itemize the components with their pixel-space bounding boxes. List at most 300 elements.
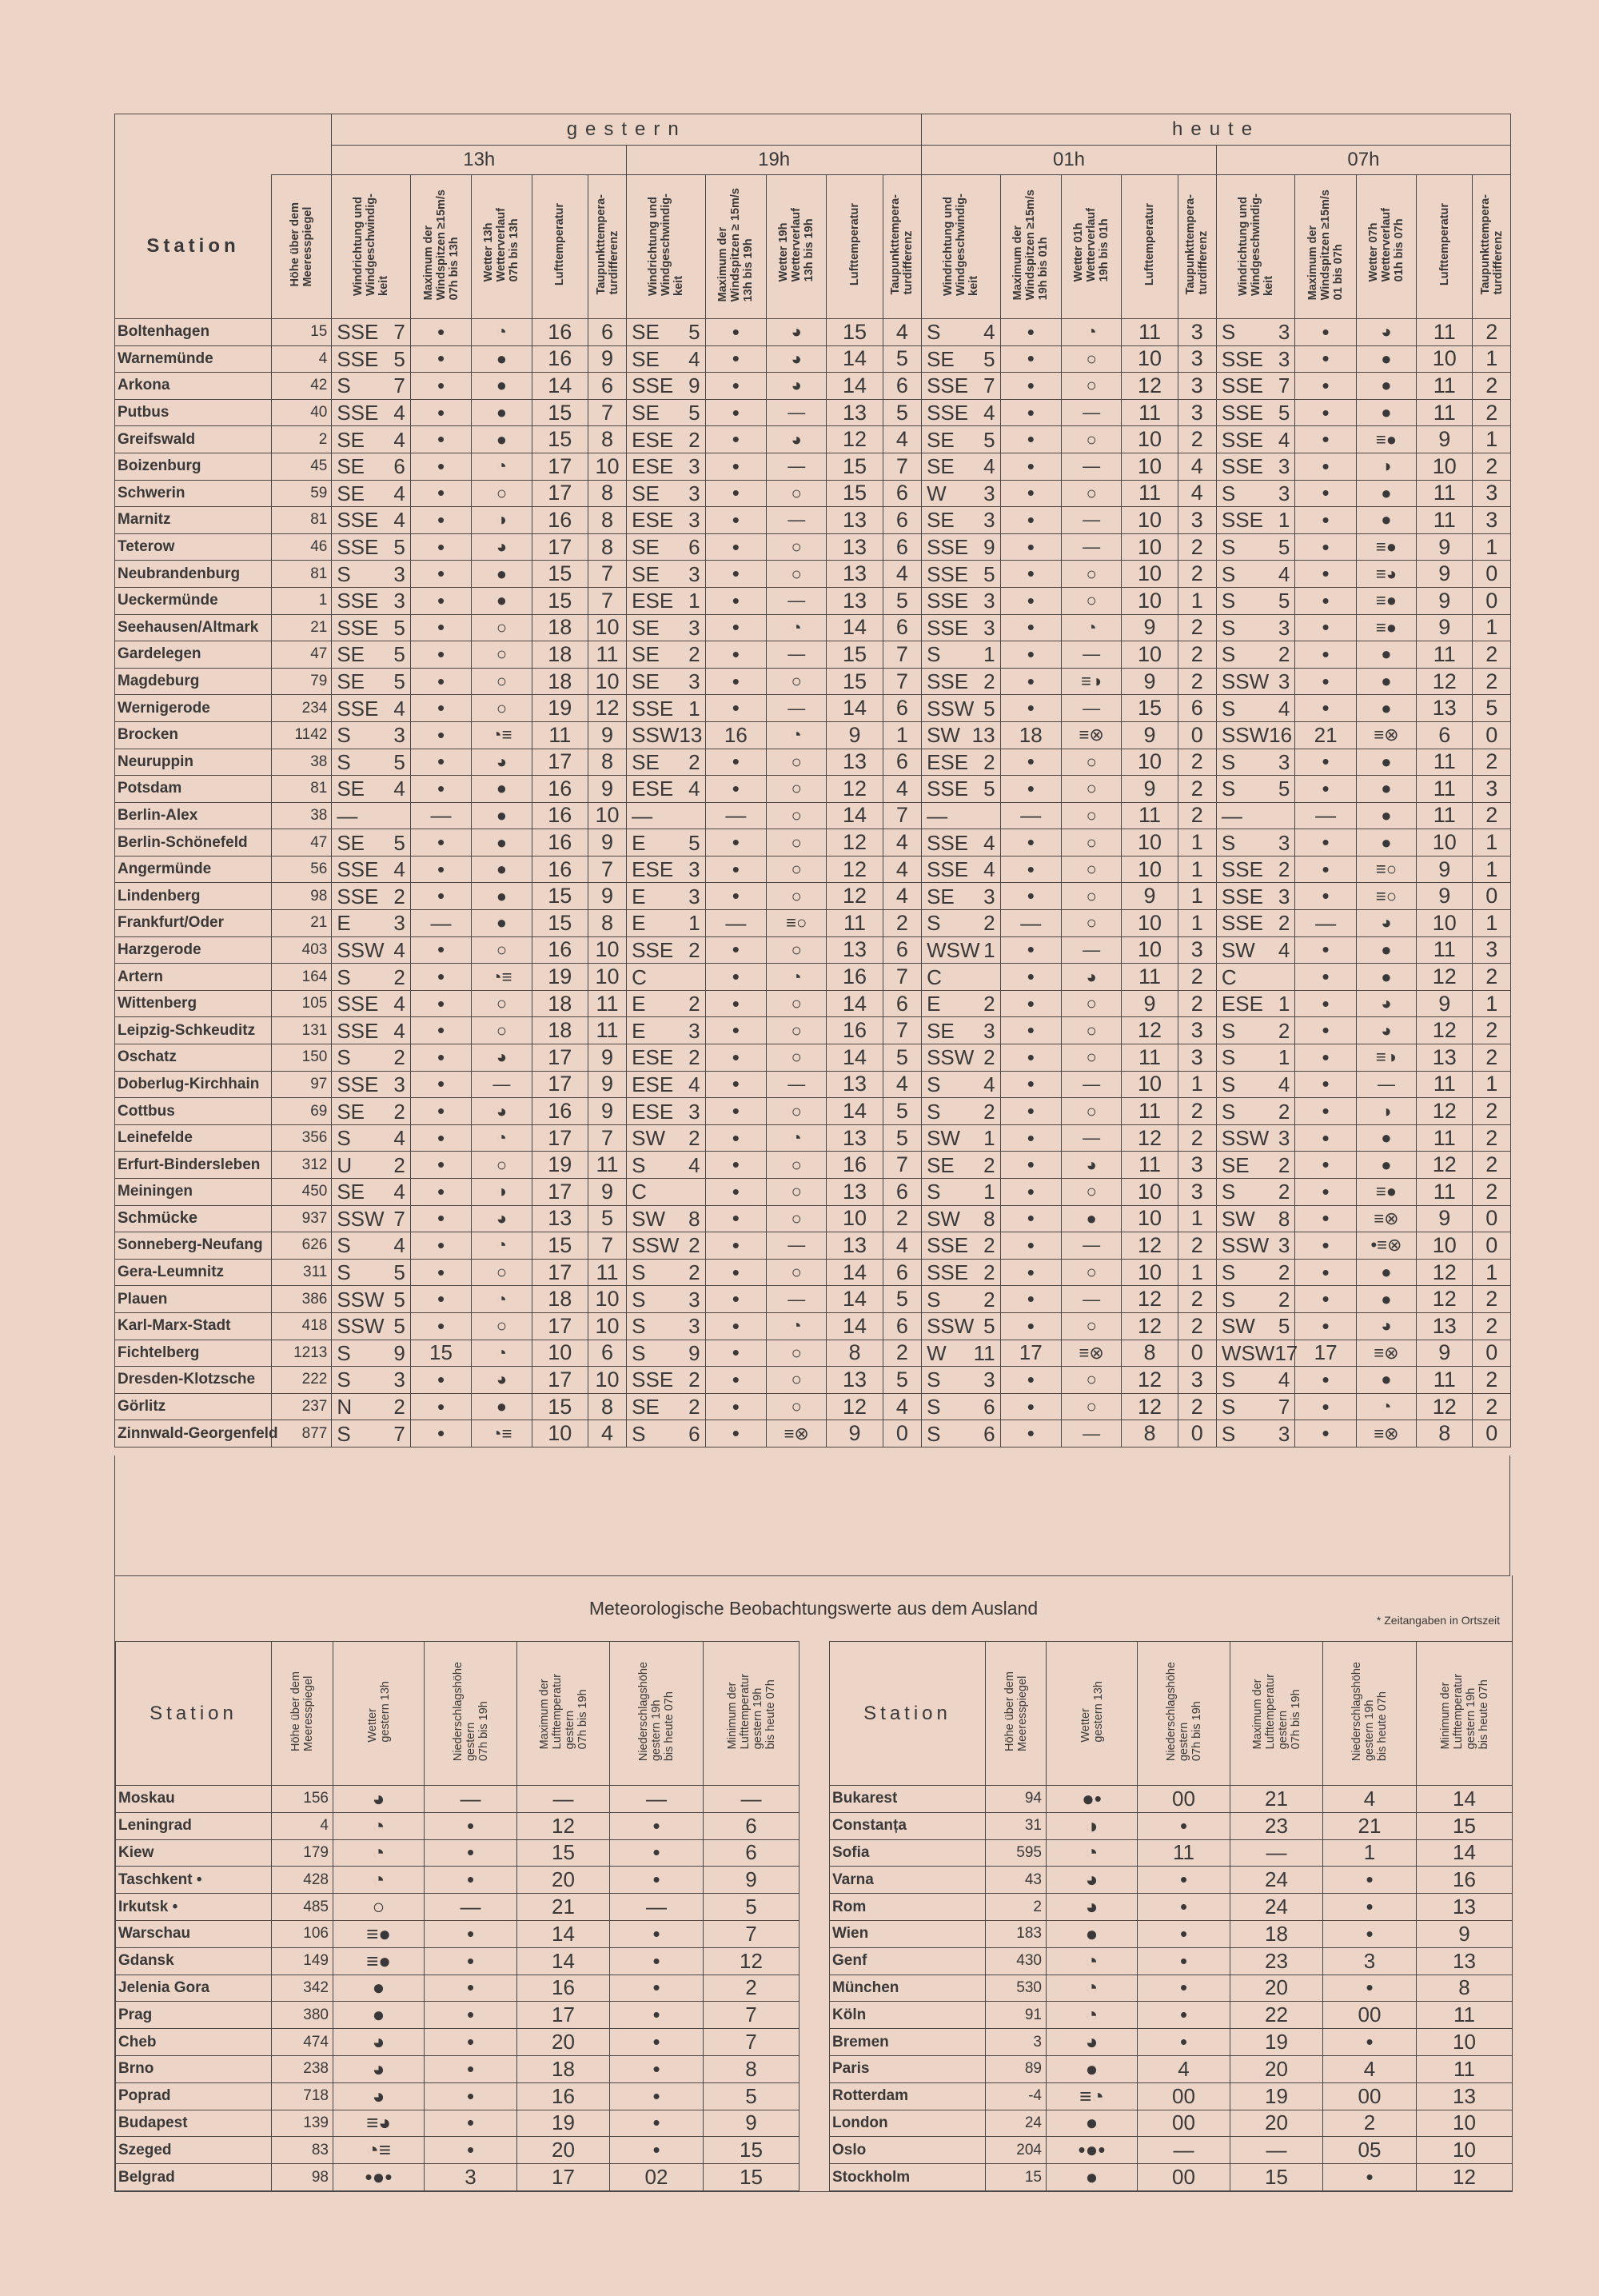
gust-max: • [410, 480, 471, 507]
wind-direction: SE [927, 454, 955, 479]
weather-symbol: ○ [1061, 749, 1121, 776]
weather-symbol: ○ [472, 1017, 532, 1044]
wind-direction: SSE [1221, 911, 1263, 936]
min-temp: 6 [704, 1812, 800, 1839]
air-temperature: 9 [827, 1420, 883, 1447]
wind-cell [627, 641, 705, 669]
max-temp: 19 [517, 2110, 610, 2137]
header-wind-gust-max-2 [1000, 175, 1061, 319]
wind-direction: S [927, 911, 941, 936]
foreign-row [116, 1867, 800, 1894]
station-height: 4 [271, 345, 331, 373]
wind-speed: 1 [1278, 1045, 1290, 1070]
dewpoint-difference: 6 [883, 373, 921, 400]
wind-cell [1216, 1367, 1294, 1394]
air-temperature: 18 [532, 1017, 588, 1044]
wind-cell [922, 1124, 1000, 1152]
wind-pair [337, 723, 405, 747]
dewpoint-difference: 0 [1473, 561, 1511, 588]
gust-max: • [1295, 1071, 1356, 1098]
precip-day: 00 [1138, 2110, 1230, 2137]
wind-speed: 4 [1278, 696, 1290, 721]
min-temp: 16 [1417, 1867, 1513, 1894]
min-temp: 2 [704, 1975, 800, 2002]
station-name: Görlitz [115, 1393, 272, 1420]
gust-max: • [1295, 399, 1356, 426]
station-height: 380 [272, 2002, 333, 2029]
wind-pair [632, 938, 700, 962]
wind-pair [632, 1180, 700, 1204]
wind-pair [632, 1207, 700, 1231]
wind-direction: S [1221, 1018, 1236, 1043]
weather-symbol: ● [1061, 1205, 1121, 1232]
weather-symbol: ● [472, 373, 532, 400]
header-label: Wetter 07h Wetterverlauf 01h bis 07h [1366, 207, 1406, 282]
wind-cell [627, 1044, 705, 1072]
weather-symbol: ● [472, 399, 532, 426]
gust-max: • [1295, 1367, 1356, 1394]
air-temperature: 12 [1122, 1393, 1178, 1420]
weather-symbol: ○ [767, 668, 827, 695]
wind-direction: SSE [337, 857, 379, 882]
wind-pair [632, 508, 700, 532]
weather-symbol: ● [472, 1393, 532, 1420]
air-temperature: 15 [532, 561, 588, 588]
station-height: 106 [272, 1920, 333, 1947]
wind-speed: 3 [983, 589, 995, 613]
wind-direction: E [927, 992, 941, 1016]
wind-speed: 2 [688, 1045, 700, 1070]
wind-pair [632, 1126, 700, 1150]
gust-max: • [1295, 1098, 1356, 1125]
wind-cell [332, 373, 410, 400]
air-temperature: 16 [532, 319, 588, 346]
wind-cell [1216, 319, 1294, 346]
wind-speed: 6 [983, 1421, 995, 1446]
air-temperature: 12 [1122, 1124, 1178, 1152]
wind-cell [1216, 1098, 1294, 1125]
station-height: 530 [986, 1975, 1047, 2002]
wind-cell [332, 1071, 410, 1098]
wind-speed: 3 [688, 857, 700, 882]
wind-speed: 2 [1278, 911, 1290, 936]
wind-direction: S [337, 373, 351, 398]
wind-speed: 5 [1278, 777, 1290, 801]
wind-direction: — [337, 803, 358, 828]
wind-pair [1222, 1395, 1290, 1419]
gust-max: • [1000, 1044, 1061, 1072]
gust-max: • [705, 1286, 766, 1313]
wind-cell [922, 964, 1000, 991]
wind-speed: 4 [393, 401, 405, 425]
wind-cell [1216, 1232, 1294, 1260]
wind-speed: 6 [688, 535, 700, 560]
dewpoint-difference: 1 [1473, 1259, 1511, 1286]
weather-symbol: ● [472, 883, 532, 910]
wind-cell [627, 1152, 705, 1179]
wind-direction: C [927, 964, 942, 989]
wind-direction: S [1221, 1368, 1236, 1392]
wind-pair [337, 750, 405, 774]
dewpoint-difference: 10 [588, 964, 626, 991]
station-name: Boltenhagen [115, 319, 272, 346]
time-07h: 07h [1216, 146, 1510, 175]
header-label: Windrichtung und Windgeschwindig- keit [941, 194, 980, 296]
station-name: Köln [830, 2002, 986, 2029]
dewpoint-difference: 7 [588, 587, 626, 614]
air-temperature: 14 [827, 614, 883, 641]
gust-max: • [410, 883, 471, 910]
gust-max: • [705, 1017, 766, 1044]
wind-speed: 2 [983, 1233, 995, 1258]
dewpoint-difference: 2 [1178, 802, 1216, 829]
weather-symbol: ● [472, 829, 532, 857]
wind-pair [927, 1019, 995, 1043]
wind-cell [1216, 507, 1294, 534]
wind-direction: SE [337, 777, 365, 801]
weather-symbol: ≡● [1356, 426, 1416, 453]
wind-cell [332, 507, 410, 534]
wind-pair [337, 992, 405, 1016]
weather-symbol: ◔ [472, 453, 532, 480]
wind-direction: S [337, 1126, 351, 1151]
weather-symbol: ○ [767, 1017, 827, 1044]
gust-max: • [1000, 1071, 1061, 1098]
weather-symbol: ◕ [1047, 2029, 1138, 2056]
wind-direction: SSE [927, 535, 969, 560]
wind-pair [927, 320, 995, 344]
dewpoint-difference: 2 [1473, 668, 1511, 695]
gust-max: • [1000, 668, 1061, 695]
air-temperature: 16 [532, 1098, 588, 1125]
wind-cell [1216, 1340, 1298, 1367]
header-label: Taupunkttempera- turdifferenz [889, 194, 915, 295]
wind-direction: SSE [337, 696, 379, 721]
gust-max: • [705, 533, 766, 561]
wind-pair [927, 857, 995, 881]
wind-pair [632, 965, 700, 989]
station-height: 43 [986, 1867, 1047, 1894]
wind-pair [632, 1072, 700, 1096]
precip-day: • [425, 2137, 517, 2164]
wind-direction: W [927, 481, 947, 505]
gust-max: — [1295, 802, 1356, 829]
dewpoint-difference: 6 [588, 319, 626, 346]
wind-direction: U [337, 1152, 353, 1177]
wind-direction: S [632, 1287, 646, 1312]
station-name: Szeged [116, 2137, 272, 2164]
station-name: Oslo [830, 2137, 986, 2164]
air-temperature: 12 [1122, 1232, 1178, 1260]
wind-cell [922, 721, 1000, 749]
wind-direction: SE [632, 535, 660, 560]
station-row [115, 883, 1511, 910]
gust-max: • [1295, 776, 1356, 803]
wind-cell [1216, 964, 1294, 991]
wind-cell [627, 480, 705, 507]
air-temperature: 10 [1122, 426, 1178, 453]
max-temp: 15 [1230, 2164, 1323, 2191]
air-temperature: 16 [532, 345, 588, 373]
max-temp: 22 [1230, 2002, 1323, 2029]
wind-pair [927, 535, 995, 559]
wind-pair [632, 1341, 700, 1365]
wind-speed: 1 [983, 1126, 995, 1151]
gust-max: • [705, 587, 766, 614]
wind-direction: S [337, 1233, 351, 1258]
air-temperature: 13 [1417, 695, 1473, 722]
wind-direction: SE [632, 642, 660, 667]
wind-speed: 2 [983, 992, 995, 1016]
wind-direction: ESE [632, 454, 674, 479]
air-temperature: 19 [532, 695, 588, 722]
gust-max: • [705, 399, 766, 426]
wind-direction: S [337, 964, 351, 989]
weather-symbol: ◔ [1061, 319, 1121, 346]
weather-symbol: ○ [1061, 1312, 1121, 1340]
wind-speed: 5 [393, 669, 405, 694]
air-temperature: 8 [827, 1340, 883, 1367]
air-temperature: 11 [1122, 480, 1178, 507]
wind-cell [1216, 802, 1294, 829]
precip-night: • [1323, 1920, 1417, 1947]
wind-direction: SE [337, 642, 365, 667]
dewpoint-difference: 9 [588, 1044, 626, 1072]
wind-speed: 5 [1278, 1314, 1290, 1339]
wind-speed: 1 [983, 937, 995, 962]
weather-symbol: ◔ [1061, 614, 1121, 641]
gust-max: • [410, 1179, 471, 1206]
wind-direction: SSE [927, 615, 969, 640]
gust-max: — [1000, 910, 1061, 937]
foreign-station-header [116, 1642, 272, 1786]
wind-direction: SW [1221, 937, 1255, 962]
gust-max: • [410, 1286, 471, 1313]
wind-speed: 3 [1278, 1233, 1290, 1258]
gust-max: • [1000, 533, 1061, 561]
weather-symbol: ◔ [333, 1812, 425, 1839]
gust-max: • [705, 883, 766, 910]
wind-speed: 3 [983, 481, 995, 505]
station-row [115, 561, 1511, 588]
precip-night: • [1323, 1975, 1417, 2002]
dewpoint-difference: 0 [1178, 1340, 1216, 1367]
air-temperature: 10 [1122, 749, 1178, 776]
header-label: Wetter 01h Wetterverlauf 19h bis 01h [1072, 207, 1111, 282]
wind-cell [332, 829, 410, 857]
wind-pair [1222, 1019, 1290, 1043]
gust-max: • [1000, 1312, 1061, 1340]
wind-pair [337, 1207, 405, 1231]
wind-pair [632, 1153, 700, 1177]
gust-max: • [1000, 319, 1061, 346]
weather-symbol: — [767, 1232, 827, 1260]
wind-cell [922, 1017, 1000, 1044]
dewpoint-difference: 3 [1178, 373, 1216, 400]
max-temp: 21 [1230, 1786, 1323, 1813]
dewpoint-difference: 1 [1473, 614, 1511, 641]
precip-night: — [610, 1894, 704, 1921]
dewpoint-difference: 9 [588, 829, 626, 857]
precip-night: • [610, 2055, 704, 2082]
wind-speed: 8 [688, 1206, 700, 1231]
wind-direction: S [1221, 535, 1236, 560]
weather-symbol: ○ [1061, 480, 1121, 507]
foreign-col-header [1230, 1642, 1323, 1786]
wind-cell [332, 1393, 410, 1420]
gust-max: 17 [1000, 1340, 1061, 1367]
precip-night: • [1323, 2164, 1417, 2191]
wind-speed: 4 [688, 1152, 700, 1177]
precip-night: 00 [1323, 2082, 1417, 2110]
wind-direction: S [337, 1260, 351, 1285]
wind-cell [627, 1286, 705, 1313]
weather-symbol: ◔ [767, 964, 827, 991]
weather-symbol: ◔ [472, 1340, 532, 1367]
wind-cell [332, 587, 410, 614]
weather-symbol: ● [1356, 668, 1416, 695]
gust-max: • [410, 641, 471, 669]
wind-pair [632, 697, 700, 721]
gust-max: • [1000, 507, 1061, 534]
wind-speed: 2 [688, 1260, 700, 1285]
wind-direction: S [1221, 777, 1236, 801]
gust-max: • [1295, 345, 1356, 373]
wind-direction: S [927, 1368, 941, 1392]
weather-symbol: ● [1356, 695, 1416, 722]
station-height: 4 [272, 1812, 333, 1839]
wind-speed: 4 [393, 1233, 405, 1258]
gust-max: • [1000, 453, 1061, 480]
wind-pair [337, 1126, 405, 1150]
wind-direction: S [927, 1072, 941, 1096]
gust-max: • [705, 749, 766, 776]
header-label: Windrichtung und Windgeschwindig- keit [1236, 194, 1275, 296]
gust-max: • [410, 533, 471, 561]
air-temperature: 9 [1122, 883, 1178, 910]
dewpoint-difference: 10 [588, 1367, 626, 1394]
header-weather-0 [472, 175, 532, 319]
wind-speed: 3 [688, 1018, 700, 1043]
wind-pair [337, 884, 405, 908]
air-temperature: 10 [1122, 910, 1178, 937]
wind-pair [1222, 373, 1290, 397]
station-height: 626 [271, 1232, 331, 1260]
air-temperature: 12 [1122, 373, 1178, 400]
foreign-row [830, 1786, 1513, 1813]
station-name: Warschau [116, 1920, 272, 1947]
dewpoint-difference: 2 [1178, 1124, 1216, 1152]
station-height: 418 [271, 1312, 331, 1340]
station-height: 3 [986, 2029, 1047, 2056]
wind-pair [927, 938, 995, 962]
max-temp: 14 [517, 1947, 610, 1975]
air-temperature: 12 [1417, 1017, 1473, 1044]
station-row [115, 829, 1511, 857]
wind-cell [922, 319, 1000, 346]
precip-day: • [1138, 1894, 1230, 1921]
header-label: Lufttemperatur [553, 203, 567, 286]
gust-max: • [1295, 1312, 1356, 1340]
wind-cell [627, 1124, 705, 1152]
air-temperature: 11 [1417, 936, 1473, 964]
dewpoint-difference: 0 [1178, 1420, 1216, 1447]
max-temp: 20 [517, 1867, 610, 1894]
wind-direction: SSW [632, 723, 680, 748]
header-label: Minimum der Lufttemperatur gestern 19h bis heute 07h [1438, 1673, 1490, 1750]
air-temperature: 14 [827, 695, 883, 722]
weather-symbol: ○ [767, 1340, 827, 1367]
wind-pair [927, 884, 995, 908]
dewpoint-difference: 7 [883, 1152, 921, 1179]
weather-symbol: ● [472, 587, 532, 614]
foreign-row [830, 1975, 1513, 2002]
wind-cell [332, 1098, 410, 1125]
wind-pair [927, 1180, 995, 1204]
weather-symbol: — [1061, 399, 1121, 426]
wind-cell [332, 802, 410, 829]
wind-speed: 4 [688, 777, 700, 801]
wind-pair [1222, 1233, 1290, 1257]
wind-direction: SE [927, 1018, 955, 1043]
wind-direction: SSE [1221, 346, 1263, 371]
dewpoint-difference: 4 [883, 319, 921, 346]
wind-pair [337, 1422, 405, 1446]
air-temperature: 16 [532, 829, 588, 857]
weather-symbol: ◕ [767, 373, 827, 400]
wind-cell [922, 1367, 1000, 1394]
air-temperature: 16 [532, 802, 588, 829]
dewpoint-difference: 4 [1178, 480, 1216, 507]
wind-direction: S [1221, 642, 1236, 667]
wind-cell [922, 695, 1000, 722]
air-temperature: 15 [827, 319, 883, 346]
station-name: Fichtelberg [115, 1340, 272, 1367]
precip-day: 11 [1138, 1839, 1230, 1867]
wind-pair [1222, 1207, 1290, 1231]
wind-cell [922, 507, 1000, 534]
wind-cell [1216, 1286, 1294, 1313]
wind-cell [1216, 721, 1294, 749]
station-height: 237 [271, 1393, 331, 1420]
precip-day: • [425, 1812, 517, 1839]
air-temperature: 13 [827, 1232, 883, 1260]
wind-cell [332, 426, 410, 453]
header-label: Maximum der Lufttemperatur gestern 07h bis 19h [1250, 1673, 1302, 1750]
wind-cell [922, 1286, 1000, 1313]
max-temp: — [1230, 2137, 1323, 2164]
wind-speed: 1 [688, 696, 700, 721]
station-row [115, 1044, 1511, 1072]
wind-cell [627, 319, 705, 346]
dewpoint-difference: 10 [588, 1312, 626, 1340]
weather-symbol: ● [333, 1975, 425, 2002]
wind-speed: 4 [393, 427, 405, 452]
wind-cell [627, 776, 705, 803]
foreign-row [830, 1894, 1513, 1921]
station-name: Rotterdam [830, 2082, 986, 2110]
wind-speed: 2 [1278, 1152, 1290, 1177]
station-row [115, 641, 1511, 669]
precip-night: • [610, 1839, 704, 1867]
dewpoint-difference: 6 [883, 533, 921, 561]
air-temperature: 15 [532, 910, 588, 937]
air-temperature: 10 [1122, 1071, 1178, 1098]
weather-symbol: ○ [767, 1205, 827, 1232]
dewpoint-difference: 6 [883, 695, 921, 722]
wind-pair [1222, 1072, 1290, 1096]
wind-pair [632, 347, 700, 371]
